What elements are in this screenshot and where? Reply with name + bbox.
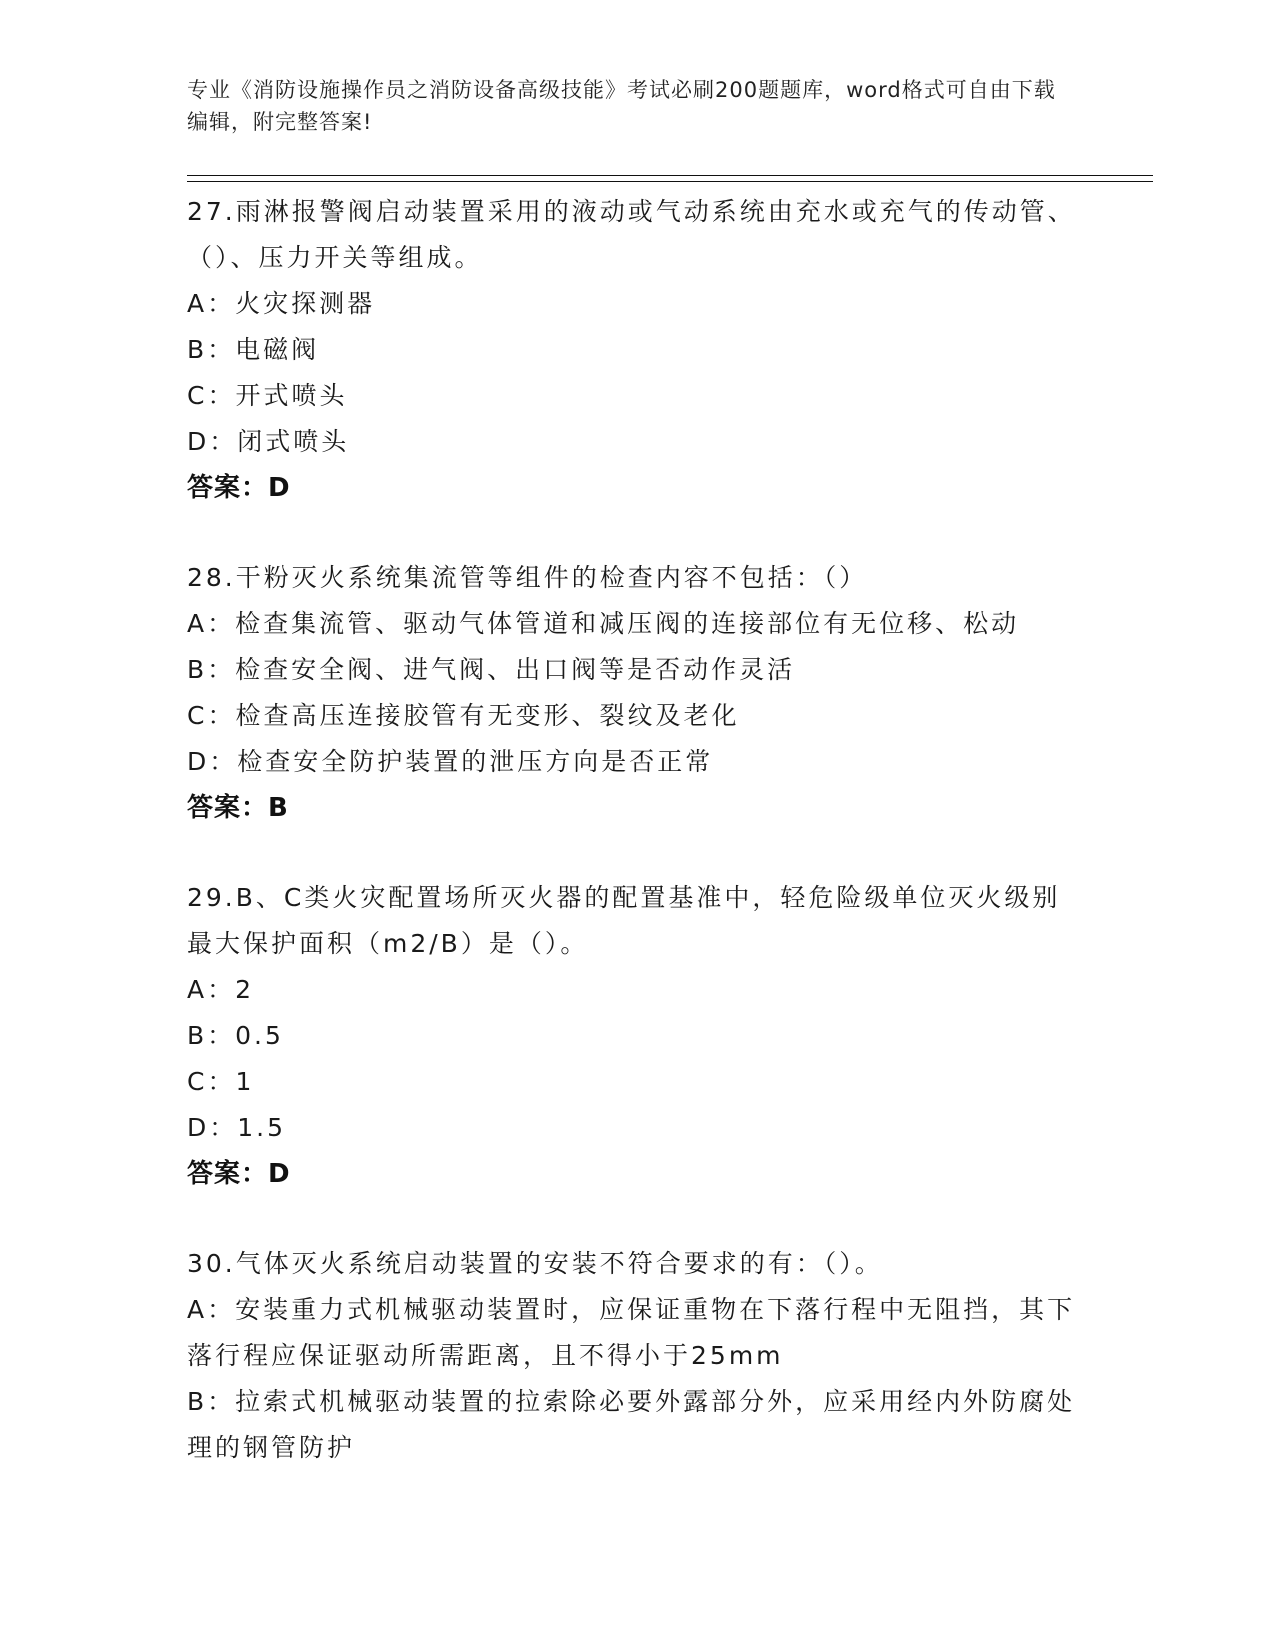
- option-c: C：1: [187, 1067, 255, 1096]
- answer: 答案：B: [187, 793, 289, 823]
- question-30: [187, 1241, 1087, 1471]
- header-divider-bottom: [187, 181, 1153, 182]
- question-stem: 27.雨淋报警阀启动装置采用的液动或气动系统由充水或充气的传动管、（）、压力开关等组成。: [187, 197, 1076, 272]
- option-a: A：2: [187, 975, 255, 1004]
- question-stem: 28.干粉灭火系统集流管等组件的检查内容不包括：（）: [187, 563, 868, 592]
- option-b: B：电磁阀: [187, 335, 320, 364]
- option-b: B：0.5: [187, 1021, 284, 1050]
- option-c: C：开式喷头: [187, 381, 348, 410]
- answer: 答案：D: [187, 473, 291, 503]
- option-d: D：闭式喷头: [187, 427, 350, 456]
- option-a: A：火灾探测器: [187, 289, 376, 318]
- question-stem: 29.B、C类火灾配置场所灭火器的配置基准中，轻危险级单位灭火级别最大保护面积（m2/B）是（）。: [187, 883, 1061, 958]
- option-b: B：检查安全阀、进气阀、出口阀等是否动作灵活: [187, 655, 796, 684]
- option-c: C：检查高压连接胶管有无变形、裂纹及老化: [187, 701, 740, 730]
- option-a: A：安装重力式机械驱动装置时，应保证重物在下落行程中无阻挡，其下落行程应保证驱动所需距离，且不得小于25mm: [187, 1295, 1076, 1370]
- option-d: D：1.5: [187, 1113, 287, 1142]
- document-header: 专业《消防设施操作员之消防设备高级技能》考试必刷200题题库，word格式可自由下载编辑，附完整答案!: [187, 78, 1056, 134]
- option-b: B：拉索式机械驱动装置的拉索除必要外露部分外，应采用经内外防腐处理的钢管防护: [187, 1387, 1076, 1462]
- answer: 答案：D: [187, 1159, 291, 1189]
- question-stem: 30.气体灭火系统启动装置的安装不符合要求的有：（）。: [187, 1249, 883, 1278]
- header-divider-top: [187, 175, 1153, 176]
- question-29: [187, 875, 1087, 1197]
- option-a: A：检查集流管、驱动气体管道和减压阀的连接部位有无位移、松动: [187, 609, 1020, 638]
- question-27: [187, 189, 1087, 511]
- option-d: D：检查安全防护装置的泄压方向是否正常: [187, 747, 714, 776]
- question-list: [187, 189, 1087, 1515]
- question-28: [187, 555, 1087, 831]
